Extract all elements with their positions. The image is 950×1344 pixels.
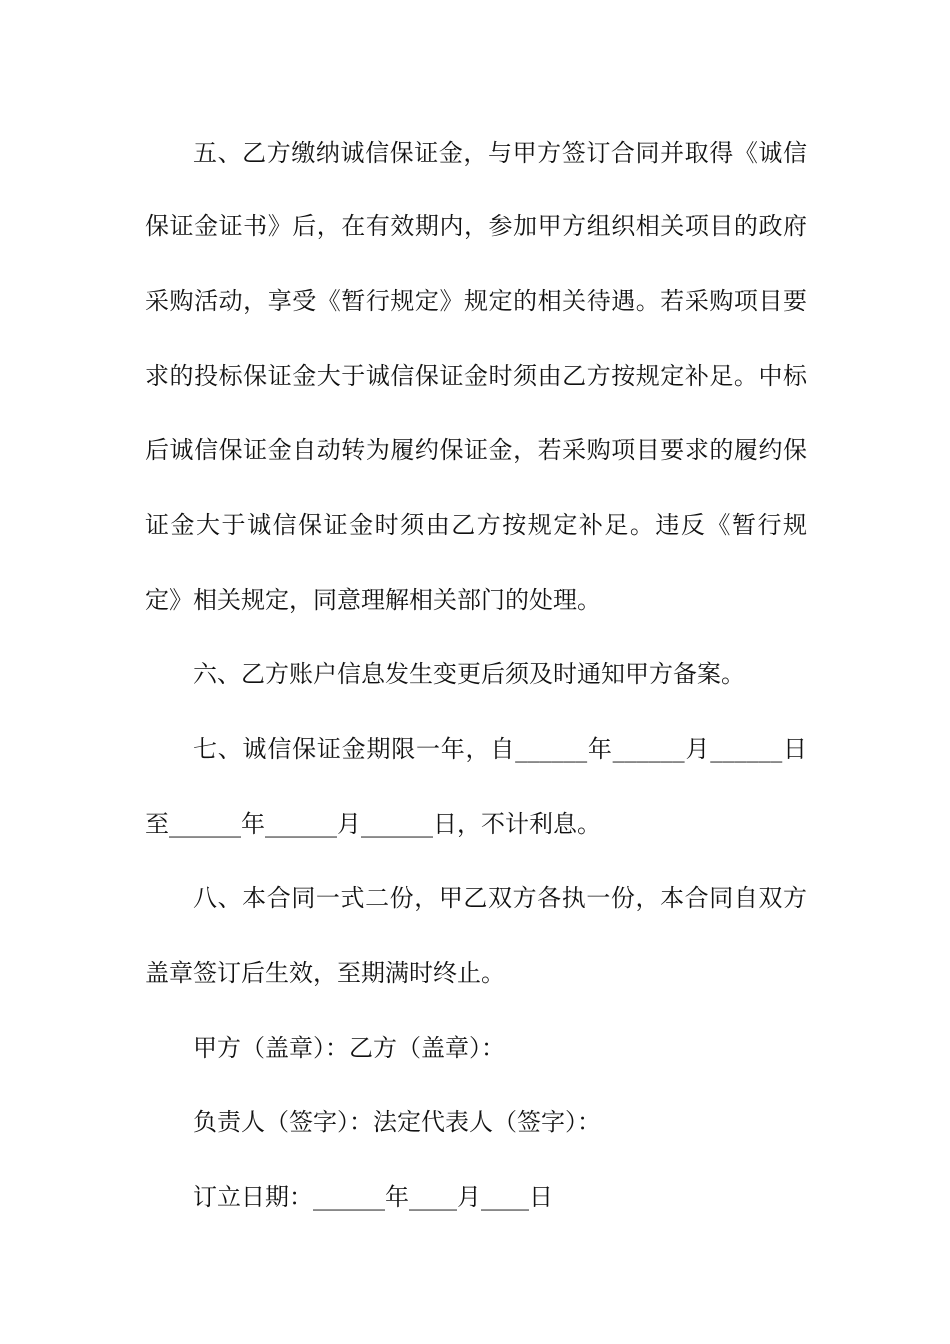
clause-5-line-4: 求的投标保证金大于诚信保证金时须由乙方按规定补足。中标 bbox=[145, 362, 807, 390]
signing-date-line: 订立日期：______年____月____日 bbox=[193, 1183, 553, 1211]
clause-7-line-2: 至______年______月______日，不计利息。 bbox=[145, 810, 601, 838]
clause-5-line-2: 保证金证书》后，在有效期内，参加甲方组织相关项目的政府 bbox=[145, 212, 807, 240]
clause-5-line-1: 五、乙方缴纳诚信保证金，与甲方签订合同并取得《诚信 bbox=[193, 139, 807, 167]
clause-7-line-1: 七、诚信保证金期限一年，自______年______月______日 bbox=[193, 735, 807, 763]
clause-5-line-3: 采购活动，享受《暂行规定》规定的相关待遇。若采购项目要 bbox=[145, 287, 807, 315]
clause-6: 六、乙方账户信息发生变更后须及时通知甲方备案。 bbox=[193, 660, 745, 688]
signature-line: 负责人（签字）：法定代表人（签字）： bbox=[193, 1108, 601, 1136]
clause-8-line-2: 盖章签订后生效，至期满时终止。 bbox=[145, 959, 505, 987]
party-seal-line: 甲方（盖章）：乙方（盖章）： bbox=[193, 1034, 505, 1062]
clause-8-line-1: 八、本合同一式二份，甲乙双方各执一份，本合同自双方 bbox=[193, 884, 807, 912]
clause-5-line-6: 证金大于诚信保证金时须由乙方按规定补足。违反《暂行规 bbox=[145, 511, 807, 539]
clause-5-line-7: 定》相关规定，同意理解相关部门的处理。 bbox=[145, 586, 601, 614]
clause-5-line-5: 后诚信保证金自动转为履约保证金，若采购项目要求的履约保 bbox=[145, 436, 807, 464]
